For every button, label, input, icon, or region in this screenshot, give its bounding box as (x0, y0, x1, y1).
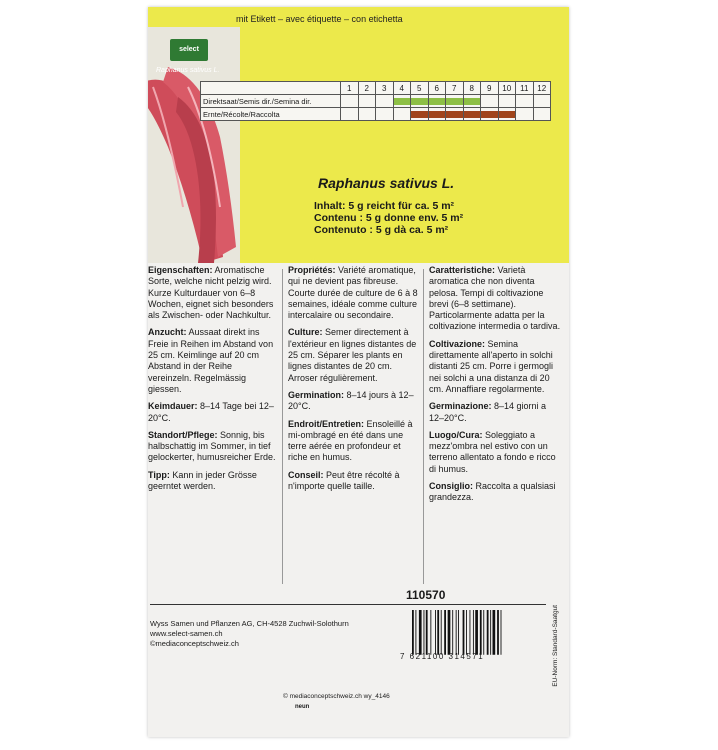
printer-mark: neun (295, 704, 310, 710)
sowing-cell (341, 95, 359, 108)
sowing-cell (376, 95, 394, 108)
harvest-cell (446, 108, 464, 121)
harvest-cell (411, 108, 429, 121)
paragraph: Coltivazione: Semina direttamente all'aperto in solchi distanti 25 cm. Porre i germogli nei solchi a una distanza di 20 cm. Annaffiare regolarmente. (429, 338, 554, 394)
harvest-period-bar (446, 111, 463, 118)
calendar-months-row (201, 82, 551, 95)
month-12: 12 (533, 82, 551, 95)
paragraph: Anzucht: Aussaat direkt ins Freie in Reihen im Abstand von 25 cm. Keimlinge auf 20 cm Abstand in der Reihe vereinzeln. Regelmässig giessen. (148, 327, 274, 394)
sowing-cell (533, 95, 551, 108)
paragraph: Propriétés: Variété aromatique, qui ne devient pas fibreuse. Courte durée de culture de 6 à 8 semaines, idéale comme culture intercalaire ou secondaire. (288, 265, 418, 321)
content-it: Contenuto : 5 g dà ca. 5 m² (314, 224, 449, 236)
radish-illustration (148, 27, 240, 263)
paragraph: Culture: Semer directement à l'extérieur en lignes distantes de 25 cm. Séparer les plants en lignes distantes de 20 cm. Arroser régulièrement. (288, 327, 417, 383)
instructions-german (148, 265, 276, 498)
harvest-period-bar (481, 111, 498, 118)
instructions-french (288, 265, 418, 498)
paragraph: Eigenschaften: Aromatische Sorte, welche nicht pelzig wird. Kurze Kulturdauer von 6–8 Wochen, eignet sich besonders als Zwischen- oder Nachkultur. (148, 265, 274, 321)
sowing-cell (446, 95, 464, 108)
sowing-period-bar (446, 98, 463, 105)
print-credit: © mediaconceptschweiz.ch wy_4146 (283, 693, 390, 700)
harvest-cell (428, 108, 446, 121)
paragraph: Germination: 8–14 jours à 12–20°C. (288, 389, 414, 412)
harvest-cell (481, 108, 499, 121)
month-9: 9 (481, 82, 499, 95)
harvest-period-bar (429, 111, 446, 118)
website-link[interactable]: www.select-samen.ch (150, 629, 223, 638)
instructions-italian (429, 265, 561, 510)
sowing-cell (411, 95, 429, 108)
divider-line (150, 604, 546, 605)
content-amounts (314, 200, 463, 236)
sowing-period-bar (429, 98, 446, 105)
select-logo: select (170, 39, 208, 61)
harvest-cell (341, 108, 359, 121)
sowing-cell (498, 95, 516, 108)
copyright: ©mediaconceptschweiz.ch (150, 639, 239, 648)
month-6: 6 (428, 82, 446, 95)
paragraph: Standort/Pflege: Sonnig, bis halbschattig im Sommer, in tief gelockerter, humusreicher Erde. (148, 429, 276, 463)
sowing-cell (393, 95, 411, 108)
month-3: 3 (376, 82, 394, 95)
column-divider (423, 269, 424, 584)
harvest-cell (533, 108, 551, 121)
paragraph: Keimdauer: 8–14 Tage bei 12–20°C. (148, 401, 274, 423)
paragraph: Tipp: Kann in jeder Grösse geerntet werden. (148, 469, 257, 492)
sowing-label: Direktsaat/Semis dir./Semina dir. (201, 95, 341, 108)
paragraph: Germinazione: 8–14 giorni a 12–20°C. (429, 401, 547, 423)
content-fr: Contenu : 5 g donne env. 5 m² (314, 212, 464, 224)
barcode (410, 610, 540, 657)
sowing-calendar (200, 81, 551, 121)
month-5: 5 (411, 82, 429, 95)
month-8: 8 (463, 82, 481, 95)
column-divider (282, 269, 283, 584)
photo-caption: Raphanus sativus L. (156, 67, 220, 74)
month-11: 11 (516, 82, 534, 95)
sowing-cell (428, 95, 446, 108)
month-10: 10 (498, 82, 516, 95)
sowing-period-bar (464, 98, 481, 105)
sowing-cell (516, 95, 534, 108)
month-7: 7 (446, 82, 464, 95)
address-block (150, 619, 349, 649)
sowing-period-bar (411, 98, 428, 105)
sowing-cell (481, 95, 499, 108)
eu-norm-note: EU-Norm: Standard-Saatgut (552, 605, 559, 687)
harvest-cell (358, 108, 376, 121)
company-address: Wyss Samen und Pflanzen AG, CH-4528 Zuchwil-Solothurn (150, 619, 349, 628)
packet-flap (148, 7, 569, 27)
paragraph: Endroit/Entretien: Ensoleillé à mi-ombragé en été dans une terre aérée en profondeur et riche en humus. (288, 418, 413, 463)
paragraph: Caratteristiche: Varietà aromatica che non diventa pelosa. Tempi di coltivazione brevi (6–8 settimane). Particolarmente adatta per la coltivazione intermedia o tardiva. (429, 265, 561, 332)
month-4: 4 (393, 82, 411, 95)
label-note: mit Etikett – avec étiquette – con etichetta (236, 14, 403, 24)
sowing-cell (358, 95, 376, 108)
harvest-period-bar (464, 111, 481, 118)
month-2: 2 (358, 82, 376, 95)
harvest-cell (516, 108, 534, 121)
content-de: Inhalt: 5 g reicht für ca. 5 m² (314, 200, 455, 212)
calendar-row-harvest (201, 108, 551, 121)
harvest-cell (463, 108, 481, 121)
month-1: 1 (341, 82, 359, 95)
calendar-corner (201, 82, 341, 95)
barcode-digits: 7 621100 314571 (400, 652, 485, 661)
article-code: 110570 (406, 588, 446, 602)
species-name: Raphanus sativus L. (318, 175, 455, 191)
harvest-period-bar (411, 111, 428, 118)
harvest-period-bar (499, 111, 516, 118)
paragraph: Consiglio: Raccolta a qualsiasi grandezza. (429, 481, 556, 503)
harvest-cell (498, 108, 516, 121)
calendar-row-sowing (201, 95, 551, 108)
paragraph: Luogo/Cura: Soleggiato a mezz'ombra nel estivo con un terreno allentato a fondo e ricco di humus. (429, 429, 556, 474)
harvest-label: Ernte/Récolte/Raccolta (201, 108, 341, 121)
paragraph: Conseil: Peut être récolté à n'importe quelle taille. (288, 469, 400, 492)
harvest-cell (376, 108, 394, 121)
radish-photo (148, 27, 240, 263)
sowing-cell (463, 95, 481, 108)
harvest-cell (393, 108, 411, 121)
sowing-period-bar (394, 98, 411, 105)
seed-packet (148, 7, 569, 737)
